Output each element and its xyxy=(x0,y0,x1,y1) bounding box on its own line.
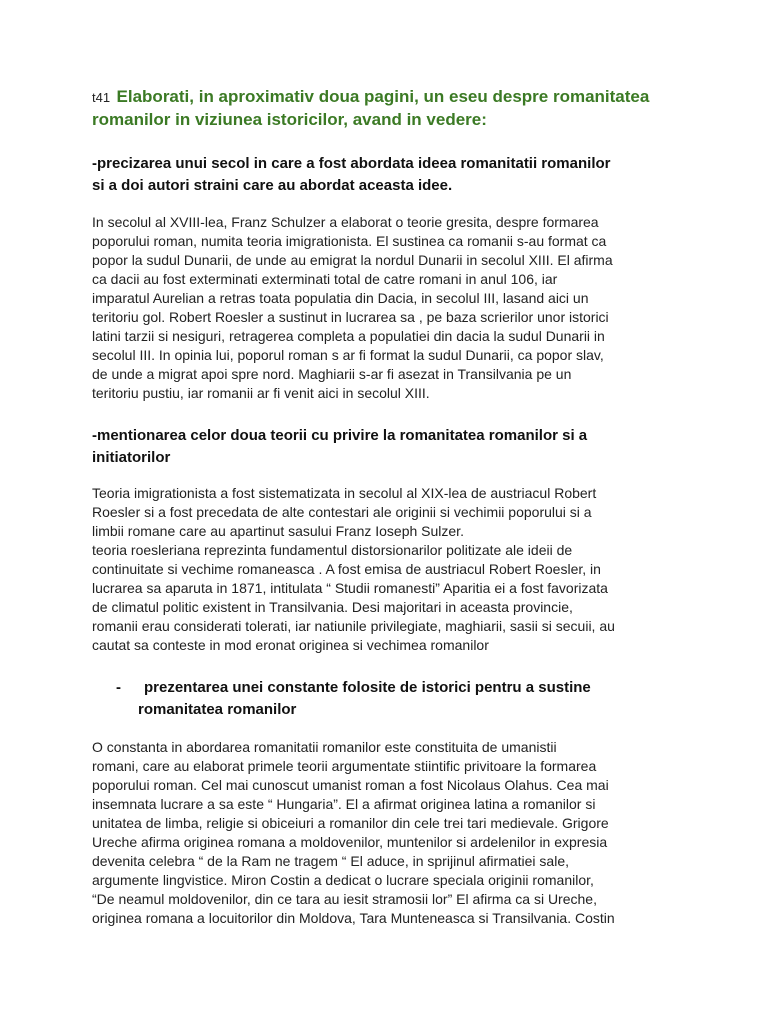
section-paragraph-3 xyxy=(92,738,682,928)
text-line: lucrarea sa aparuta in 1871, intitulata “ Studii romanesti” Aparitia ei a fost favorizata xyxy=(92,580,608,596)
heading-line: -mentionarea celor doua teorii cu privire la romanitatea romanilor si a xyxy=(92,427,588,444)
heading-line: initiatorilor xyxy=(92,449,171,466)
text-line: argumente lingvistice. Miron Costin a dedicat o lucrare speciala originii romanilor, xyxy=(92,872,594,888)
text-line: de unde a migrat apoi spre nord. Maghiarii s-ar fi asezat in Transilvania pe un xyxy=(92,366,572,382)
text-line: teritoriu gol. Robert Roesler a sustinut in lucrarea sa , pe baza scrierilor unor istorici xyxy=(92,309,609,325)
text-line: “De neamul moldovenilor, din ce tara au iesit stramosii lor” El afirma ca si Ureche, xyxy=(92,891,597,907)
text-line: continuitate si vechime romaneasca . A fost emisa de austriacul Robert Roesler, in xyxy=(92,561,601,577)
text-line: secolul III. In opinia lui, poporul roman s ar fi format la sudul Dunarii, ca popor slav, xyxy=(92,347,604,363)
heading-line: -precizarea unui secol in care a fost abordata ideea romanitatii romanilor xyxy=(92,155,611,172)
text-line: devenita celebra “ de la Ram ne tragem “ El aduce, in sprijinul afirmatiei sale, xyxy=(92,853,570,869)
text-line: Teoria imigrationista a fost sistematizata in secolul al XIX-lea de austriacul Robert xyxy=(92,485,597,501)
text-line: romanii erau considerati tolerati, iar natiunile privilegiate, maghiarii, sasii si secuii, au xyxy=(92,618,615,634)
text-line: teritoriu pustiu, iar romanii ar fi venit aici in secolul XIII. xyxy=(92,385,430,401)
text-line: popor la sudul Dunarii, de unde au emigrat la nordul Dunarii in secolul XIII. El afirma xyxy=(92,252,613,268)
text-line: latini tarzii si nesiguri, retragerea completa a populatiei din dacia la sudul Dunarii in xyxy=(92,328,605,344)
text-line: de climatul politic existent in Transilvania. Desi majoritari in aceasta provincie, xyxy=(92,599,573,615)
text-line: limbii romane care au apartinut sasului Franz Ioseph Sulzer. xyxy=(92,523,464,539)
heading-line: si a doi autori straini care au abordat aceasta idee. xyxy=(92,177,453,194)
text-line: In secolul al XVIII-lea, Franz Schulzer a elaborat o teorie gresita, despre formarea xyxy=(92,214,599,230)
text-line: unitatea de limba, religie si obiceiuri a romanilor din cele trei tari medievale. Grigore xyxy=(92,815,609,831)
text-line: cautat sa conteste in mod eronat originea si vechimea romanilor xyxy=(92,637,489,653)
text-line: Roesler si a fost precedata de alte contestari ale originii si vechimii poporului si a xyxy=(92,504,592,520)
text-line: teoria roesleriana reprezinta fundamentul distorsionarilor politizate ale ideii de xyxy=(92,542,573,558)
text-line: ca dacii au fost exterminati exterminati total de catre romani in anul 106, iar xyxy=(92,271,558,287)
section-heading-3 xyxy=(116,677,682,721)
text-line: romani, care au elaborat primele teorii argumentate stiintific privitoare la formarea xyxy=(92,758,597,774)
prompt-text: Elaborati, in aproximativ doua pagini, un eseu despre romanitatea romanilor in viziunea istoricilor, avand in vedere: xyxy=(92,87,650,129)
section-paragraph-2 xyxy=(92,484,682,655)
section-heading-1 xyxy=(92,153,682,197)
heading-line: romanitatea romanilor xyxy=(138,701,297,718)
essay-prompt-title xyxy=(92,86,692,132)
text-line: poporului roman. Cel mai cunoscut umanist roman a fost Nicolaus Olahus. Cea mai xyxy=(92,777,609,793)
text-line: insemnata lucrare a sa este “ Hungaria”. El a afirmat originea latina a romanilor si xyxy=(92,796,596,812)
section-paragraph-1 xyxy=(92,213,682,403)
text-line: Ureche afirma originea romana a moldovenilor, muntenilor si ardelenilor in expresia xyxy=(92,834,608,850)
bullet-dash: - xyxy=(116,679,121,696)
heading-text: prezentarea unei constante folosite de istorici pentru a sustine xyxy=(144,679,591,696)
text-line: imparatul Aurelian a retras toata populatia din Dacia, in secolul III, lasand aici un xyxy=(92,290,589,306)
text-line: O constanta in abordarea romanitatii romanilor este constituita de umanistii xyxy=(92,739,557,755)
text-line: poporului roman, numita teoria imigrationista. El sustinea ca romanii s-au format ca xyxy=(92,233,607,249)
heading-line xyxy=(116,677,682,699)
question-number: t41 xyxy=(92,90,111,105)
section-heading-2 xyxy=(92,425,682,469)
text-line: originea romana a locuitorilor din Moldova, Tara Munteneasca si Transilvania. Costin xyxy=(92,910,615,926)
